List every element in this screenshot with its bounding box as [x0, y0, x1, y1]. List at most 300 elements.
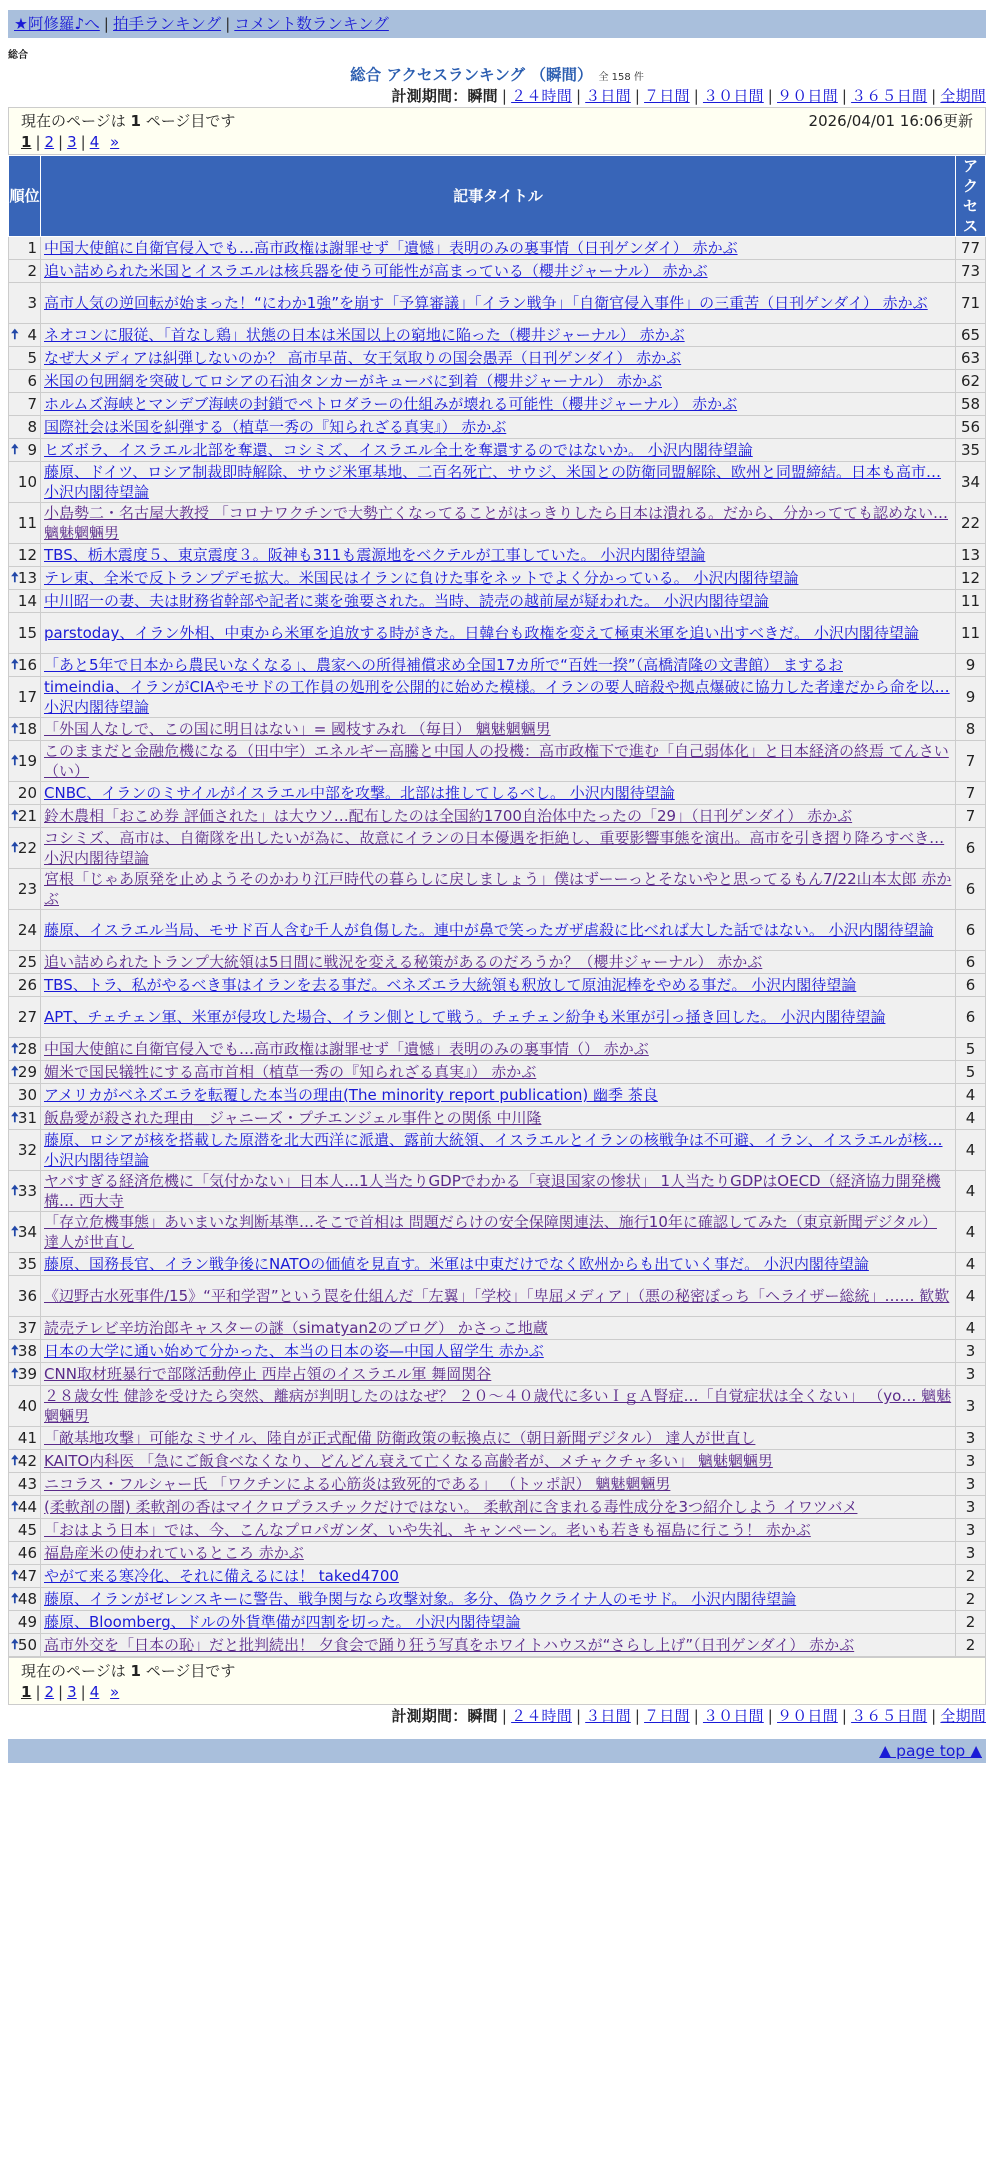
- access-count: 2: [956, 1588, 986, 1611]
- period-link[interactable]: ７日間: [644, 1707, 690, 1725]
- access-count: 4: [956, 1317, 986, 1340]
- rank-cell: [9, 1061, 41, 1084]
- rank-number: 6: [27, 372, 37, 390]
- access-count: 3: [956, 1542, 986, 1565]
- rank-number: 14: [17, 592, 37, 610]
- rank-up-arrow-icon: 🠅: [11, 1591, 19, 1607]
- table-row: [9, 462, 986, 503]
- article-title-link[interactable]: 藤原、ロシアが核を搭載した原潜を北大西洋に派遣、露前大統領、イスラエルとイランの核戦争は不可避、イラン、イスラエルが核… 小沢内閣待望論: [44, 1131, 943, 1169]
- rank-cell: [9, 1084, 41, 1107]
- access-count: 2: [956, 1634, 986, 1657]
- table-row: [9, 347, 986, 370]
- comment-ranking-link[interactable]: コメント数ランキング: [234, 15, 389, 33]
- article-title-link[interactable]: テレ東、全米で反トランプデモ拡大。米国民はイランに負けた事をネットでよく分かっている。 小沢内閣待望論: [44, 569, 799, 587]
- period-link[interactable]: ３日間: [585, 87, 631, 105]
- access-count: 3: [956, 1450, 986, 1473]
- article-title-link[interactable]: CNN取材班暴行で部隊活動停止 西岸占領のイスラエル軍 舞岡関谷: [44, 1365, 492, 1383]
- rank-cell: [9, 1212, 41, 1253]
- table-row: [9, 741, 986, 782]
- table-row: [9, 1038, 986, 1061]
- rank-number: 18: [17, 720, 37, 738]
- rank-cell: [9, 1340, 41, 1363]
- access-count: 12: [956, 567, 986, 590]
- title-cell: [41, 1276, 956, 1317]
- rank-number: 40: [17, 1397, 37, 1415]
- table-row: [9, 1496, 986, 1519]
- table-row: [9, 567, 986, 590]
- article-title-link[interactable]: 宮根「じゃあ原発を止めようそのかわり江戸時代の暮らしに戻しましょう」僕はずーーっとそないやと思ってるもん7/22山本太郎 赤かぶ: [44, 870, 952, 908]
- category-label: 総合: [8, 50, 28, 61]
- period-selector-top: 計測期間：瞬間 | ２４時間 | ３日間 | ７日間 | ３０日間 | ９０日間 | ３６５日間 | 全期間: [391, 87, 986, 105]
- period-label: 計測期間：: [391, 87, 468, 105]
- access-count: 4: [956, 1171, 986, 1212]
- rank-number: 48: [17, 1590, 37, 1608]
- page-info-top: [8, 107, 986, 155]
- rank-up-arrow-icon: 🠅: [11, 1637, 19, 1653]
- article-title-link[interactable]: 中川昭一の妻、夫は財務省幹部や記者に薬を強要された。当時、読売の越前屋が疑われた。 小沢内閣待望論: [44, 592, 769, 610]
- table-row: [9, 1565, 986, 1588]
- title-cell: [41, 283, 956, 324]
- access-count: 9: [956, 654, 986, 677]
- article-title-link[interactable]: アメリカがベネズエラを転覆した本当の理由(The minority report publication) 幽季 茶良: [44, 1086, 658, 1104]
- rank-cell: [9, 1107, 41, 1130]
- article-title-link[interactable]: 小島勢二・名古屋大教授 「コロナワクチンで大勢亡くなってることがはっきりしたら日本は潰れる。だから、分かってても認めない… 魑魅魍魎男: [44, 504, 949, 542]
- rank-cell: [9, 1038, 41, 1061]
- access-count: 6: [956, 910, 986, 951]
- title-cell: [41, 1496, 956, 1519]
- rank-cell: [9, 805, 41, 828]
- title-cell: [41, 1107, 956, 1130]
- rank-cell: [9, 1386, 41, 1427]
- pager-next-link[interactable]: »: [110, 1683, 120, 1701]
- title-cell: [41, 1611, 956, 1634]
- rank-cell: [9, 503, 41, 544]
- rank-number: 13: [17, 569, 37, 587]
- table-row: [9, 910, 986, 951]
- article-title-link[interactable]: 「あと5年で日本から農民いなくなる」、農家への所得補償求め全国17カ所で“百姓一揆”（高橋清隆の文書館） まするお: [44, 656, 843, 674]
- period-link[interactable]: ９０日間: [777, 87, 838, 105]
- rank-number: 29: [17, 1063, 37, 1081]
- rank-number: 32: [17, 1141, 37, 1159]
- article-title-link[interactable]: 中国大使館に自衛官侵入でも…高市政権は謝罪せず「遺憾」表明のみの裏事情（日刊ゲンダイ） 赤かぶ: [44, 239, 738, 257]
- rank-number: 36: [17, 1287, 37, 1305]
- title-cell: [41, 347, 956, 370]
- rank-number: 39: [17, 1365, 37, 1383]
- access-count: 6: [956, 997, 986, 1038]
- rank-number: 46: [17, 1544, 37, 1562]
- rank-number: 45: [17, 1521, 37, 1539]
- title-cell: [41, 503, 956, 544]
- article-title-link[interactable]: ２８歳女性 健診を受けたら突然、離病が判明したのはなぜ？ ２０～４０歳代に多いＩｇＡ腎症…「自覚症状は全くない」 （yo… 魑魅魍魎男: [44, 1387, 952, 1425]
- period-link[interactable]: ３０日間: [702, 87, 764, 105]
- title-cell: [41, 718, 956, 741]
- period-link[interactable]: ３６５日間: [851, 1707, 928, 1725]
- title-cell: [41, 741, 956, 782]
- article-title-link[interactable]: やがて来る寒冷化、それに備えるには！ taked4700: [44, 1567, 399, 1585]
- rank-number: 1: [27, 239, 37, 257]
- rank-number: 41: [17, 1429, 37, 1447]
- title-cell: [41, 237, 956, 260]
- title-cell: [41, 1038, 956, 1061]
- article-title-link[interactable]: 鈴木農相「おこめ券 評価された」は大ウソ…配布したのは全国約1700自治体中たったの「29」（日刊ゲンダイ） 赤かぶ: [44, 807, 853, 825]
- page-top-bar: [8, 1739, 986, 1763]
- clap-ranking-link[interactable]: 拍手ランキング: [113, 15, 222, 33]
- rank-number: 7: [27, 395, 37, 413]
- access-count: 7: [956, 741, 986, 782]
- title-cell: [41, 1386, 956, 1427]
- access-count: 6: [956, 974, 986, 997]
- access-count: 9: [956, 677, 986, 718]
- table-row: [9, 544, 986, 567]
- pager-page-link[interactable]: 2: [44, 133, 55, 151]
- total-count: 全 158 件: [598, 72, 644, 83]
- title-cell: [41, 654, 956, 677]
- title-cell: [41, 782, 956, 805]
- title-cell: [41, 1519, 956, 1542]
- rank-cell: [9, 1450, 41, 1473]
- pager-bottom: 1 | 2 | 3 | 4 »: [21, 1683, 120, 1701]
- article-title-link[interactable]: コシミズ、高市は、自衛隊を出したいが為に、故意にイランの日本優遇を拒絶し、重要影響事態を演出。高市を引き摺り降ろすべき… 小沢内閣待望論: [44, 829, 945, 867]
- access-count: 62: [956, 370, 986, 393]
- table-row: [9, 1340, 986, 1363]
- title-cell: [41, 1061, 956, 1084]
- rank-number: 21: [17, 807, 37, 825]
- rank-number: 10: [17, 473, 37, 491]
- rank-number: 2: [27, 262, 37, 280]
- access-count: 2: [956, 1565, 986, 1588]
- page-title: [8, 63, 986, 85]
- rank-number: 17: [17, 688, 37, 706]
- rank-number: 16: [17, 656, 37, 674]
- table-row: [9, 1212, 986, 1253]
- title-cell: [41, 1427, 956, 1450]
- rank-cell: [9, 324, 41, 347]
- rank-number: 11: [17, 514, 37, 532]
- table-row: [9, 1130, 986, 1171]
- article-title-link[interactable]: 媚米で国民犠牲にする高市首相（植草一秀の『知られざる真実』） 赤かぶ: [44, 1063, 537, 1081]
- page-info-bottom: [8, 1657, 986, 1705]
- title-cell: [41, 544, 956, 567]
- table-row: [9, 1171, 986, 1212]
- period-label: 計測期間：: [391, 1707, 468, 1725]
- pager-page-link[interactable]: 2: [44, 1683, 55, 1701]
- table-row: [9, 828, 986, 869]
- rank-cell: [9, 1565, 41, 1588]
- rank-cell: [9, 1588, 41, 1611]
- article-title-link[interactable]: 藤原、イスラエル当局、モサド百人含む千人が負傷した。連中が鼻で笑ったガザ虐殺に比べれば大した話ではない。 小沢内閣待望論: [44, 921, 934, 939]
- table-row: [9, 997, 986, 1038]
- access-count: 3: [956, 1473, 986, 1496]
- article-title-link[interactable]: 藤原、ドイツ、ロシア制裁即時解除、サウジ米軍基地、二百名死亡、サウジ、米国との防衛同盟解除、欧州と同盟締結。日本も高市… 小沢内閣待望論: [44, 463, 942, 501]
- article-title-link[interactable]: このままだと金融危機になる（田中宇）エネルギー高騰と中国人の投機：高市政権下で進む「自己弱体化」と日本経済の終焉 てんさい（い）: [44, 742, 949, 780]
- title-cell: [41, 567, 956, 590]
- period-current: 瞬間: [467, 1707, 498, 1725]
- article-title-link[interactable]: 中国大使館に自衛官侵入でも…高市政権は謝罪せず「遺憾」表明のみの裏事情（） 赤かぶ: [44, 1040, 649, 1058]
- rank-number: 20: [17, 784, 37, 802]
- rank-cell: [9, 741, 41, 782]
- access-count: 5: [956, 1061, 986, 1084]
- title-cell: [41, 1130, 956, 1171]
- table-row: [9, 503, 986, 544]
- article-title-link[interactable]: 追い詰められたトランプ大統領は5日間に戦況を変える秘策があるのだろうか？（櫻井ジャーナル） 赤かぶ: [44, 953, 763, 971]
- table-row: [9, 439, 986, 462]
- rank-cell: [9, 590, 41, 613]
- title-cell: [41, 1171, 956, 1212]
- table-row: [9, 1084, 986, 1107]
- table-row: [9, 1107, 986, 1130]
- access-count: 35: [956, 439, 986, 462]
- article-title-link[interactable]: CNBC、イランのミサイルがイスラエル中部を攻撃。北部は推してしるべし。 小沢内閣待望論: [44, 784, 675, 802]
- title-cell: [41, 805, 956, 828]
- table-row: [9, 370, 986, 393]
- period-link[interactable]: 全期間: [940, 1707, 986, 1725]
- rank-number: 34: [17, 1223, 37, 1241]
- article-title-link[interactable]: ニコラス・フルシャー氏 「ワクチンによる心筋炎は致死的である」 （トッポ訳） 魑魅魍魎男: [44, 1475, 671, 1493]
- top-nav: ★阿修羅♪へ | 拍手ランキング | コメント数ランキング: [8, 10, 986, 38]
- access-count: 2: [956, 1611, 986, 1634]
- rank-up-arrow-icon: 🠅: [11, 1568, 19, 1584]
- article-title-link[interactable]: 「敵基地攻撃」可能なミサイル、陸自が正式配備 防衛政策の転換点に（朝日新聞デジタル） 達人が世直し: [44, 1429, 756, 1447]
- table-row: [9, 677, 986, 718]
- rank-up-arrow-icon: 🠅: [11, 327, 19, 343]
- access-count: 3: [956, 1496, 986, 1519]
- rank-cell: [9, 782, 41, 805]
- home-link[interactable]: ★阿修羅♪へ: [14, 15, 100, 33]
- article-title-link[interactable]: TBS、トラ、私がやるべき事はイランを去る事だ。ベネズエラ大統領も釈放して原油泥棒をやめる事だ。 小沢内閣待望論: [44, 976, 857, 994]
- article-title-link[interactable]: 追い詰められた米国とイスラエルは核兵器を使う可能性が高まっている（櫻井ジャーナル） 赤かぶ: [44, 262, 708, 280]
- rank-up-arrow-icon: 🠅: [11, 1343, 19, 1359]
- period-link[interactable]: ３６５日間: [851, 87, 928, 105]
- rank-number: 23: [17, 880, 37, 898]
- title-cell: [41, 613, 956, 654]
- rank-number: 5: [27, 349, 37, 367]
- article-title-link[interactable]: ヒズボラ、イスラエル北部を奪還、コシミズ、イスラエル全土を奪還するのではないか。 小沢内閣待望論: [44, 441, 753, 459]
- access-count: 6: [956, 951, 986, 974]
- ranking-table: [8, 155, 986, 1657]
- access-count: 3: [956, 1519, 986, 1542]
- rank-number: 37: [17, 1319, 37, 1337]
- rank-header: 順位: [9, 156, 41, 237]
- access-count: 71: [956, 283, 986, 324]
- rank-cell: [9, 910, 41, 951]
- article-title-link[interactable]: 日本の大学に通い始めて分かった、本当の日本の姿—中国人留学生 赤かぶ: [44, 1342, 544, 1360]
- rank-number: 42: [17, 1452, 37, 1470]
- current-page-text-bottom: 現在のページは 1 ページ目です: [21, 1662, 236, 1680]
- article-title-link[interactable]: 「外国人なしで、この国に明日はない」= 國枝すみれ （毎日） 魑魅魍魎男: [44, 720, 551, 738]
- article-title-link[interactable]: 藤原、Bloomberg、ドルの外貨準備が四割を切った。 小沢内閣待望論: [44, 1613, 521, 1631]
- table-row: [9, 951, 986, 974]
- rank-cell: [9, 370, 41, 393]
- pager-top: 1 | 2 | 3 | 4 »: [21, 133, 120, 151]
- rank-up-arrow-icon: 🠅: [11, 1110, 19, 1126]
- rank-up-arrow-icon: 🠅: [11, 657, 19, 673]
- rank-cell: [9, 1542, 41, 1565]
- rank-cell: [9, 974, 41, 997]
- access-count: 7: [956, 805, 986, 828]
- period-link[interactable]: ７日間: [644, 87, 690, 105]
- rank-cell: [9, 439, 41, 462]
- rank-cell: [9, 237, 41, 260]
- period-link[interactable]: ２４時間: [511, 87, 572, 105]
- rank-cell: [9, 1363, 41, 1386]
- access-count: 11: [956, 613, 986, 654]
- access-count: 7: [956, 782, 986, 805]
- rank-cell: [9, 283, 41, 324]
- article-title-link[interactable]: KAITO内科医 「急にご飯食べなくなり、どんどん衰えて亡くなる高齢者が、メチャクチャ多い」 魑魅魍魎男: [44, 1452, 773, 1470]
- article-title-link[interactable]: 福島産米の使われているところ 赤かぶ: [44, 1544, 304, 1562]
- rank-cell: [9, 1473, 41, 1496]
- access-count: 56: [956, 416, 986, 439]
- title-cell: [41, 677, 956, 718]
- article-title-link[interactable]: 「存立危機事態」あいまいな判断基準…そこで首相は 問題だらけの安全保障関連法、施行10年に確認してみた（東京新聞デジタル） 達人が世直し: [44, 1213, 937, 1251]
- rank-number: 15: [17, 624, 37, 642]
- rank-cell: [9, 1519, 41, 1542]
- access-count: 4: [956, 1253, 986, 1276]
- rank-up-arrow-icon: 🠅: [11, 1499, 19, 1515]
- table-row: [9, 1634, 986, 1657]
- article-title-link[interactable]: なぜ大メディアは糾弾しないのか？ 高市早苗、女王気取りの国会愚弄（日刊ゲンダイ） 赤かぶ: [44, 349, 682, 367]
- table-row: [9, 782, 986, 805]
- rank-cell: [9, 1427, 41, 1450]
- rank-cell: [9, 1496, 41, 1519]
- rank-number: 12: [17, 546, 37, 564]
- rank-up-arrow-icon: 🠅: [11, 1224, 19, 1240]
- rank-up-arrow-icon: 🠅: [11, 570, 19, 586]
- rank-number: 4: [27, 326, 37, 344]
- pager-page-link[interactable]: 4: [89, 133, 100, 151]
- rank-number: 26: [17, 976, 37, 994]
- rank-up-arrow-icon: 🠅: [11, 808, 19, 824]
- access-count: 4: [956, 1130, 986, 1171]
- rank-up-arrow-icon: 🠅: [11, 1183, 19, 1199]
- rank-up-arrow-icon: 🠅: [11, 1366, 19, 1382]
- article-title-link[interactable]: parstoday、イラン外相、中東から米軍を追放する時がきた。日韓台も政権を変えて極東米軍を追い出すべきだ。 小沢内閣待望論: [44, 624, 919, 642]
- article-title-link[interactable]: timeindia、イランがCIAやモサドの工作員の処刑を公開的に始めた模様。イランの要人暗殺や拠点爆破に協力した者達だから命を以… 小沢内閣待望論: [44, 678, 950, 716]
- rank-number: 22: [17, 839, 37, 857]
- article-title-link[interactable]: ヤバすぎる経済危機に「気付かない」日本人…1人当たりGDPでわかる「衰退国家の惨状」 1人当たりGDPはOECD（経済協力開発機構… 西大寺: [44, 1172, 941, 1210]
- table-row: [9, 237, 986, 260]
- access-count: 77: [956, 237, 986, 260]
- table-row: [9, 1611, 986, 1634]
- pager-page-link[interactable]: 4: [89, 1683, 100, 1701]
- period-current: 瞬間: [467, 87, 498, 105]
- access-count: 4: [956, 1212, 986, 1253]
- period-link[interactable]: ９０日間: [777, 1707, 838, 1725]
- rank-number: 50: [17, 1636, 37, 1654]
- table-row: [9, 260, 986, 283]
- period-link[interactable]: 全期間: [940, 87, 986, 105]
- article-title-link[interactable]: (柔軟剤の闇) 柔軟剤の香はマイクロプラスチックだけではない。 柔軟剤に含まれる毒性成分を3つ紹介しよう イワツバメ: [44, 1498, 858, 1516]
- table-row: [9, 393, 986, 416]
- title-cell: [41, 393, 956, 416]
- pager-page-link[interactable]: 3: [67, 1683, 77, 1701]
- table-row: [9, 1363, 986, 1386]
- access-count: 3: [956, 1427, 986, 1450]
- title-header: 記事タイトル: [41, 156, 956, 237]
- article-title-link[interactable]: ホルムズ海峡とマンデブ海峡の封鎖でペトロダラーの仕組みが壊れる可能性（櫻井ジャーナル） 赤かぶ: [44, 395, 738, 413]
- updated-timestamp: 2026/04/01 16:06更新: [808, 112, 973, 130]
- title-cell: [41, 1473, 956, 1496]
- article-title-link[interactable]: 《辺野古水死事件/15》“平和学習”という罠を仕組んだ「左翼」「学校」「卑屈メディア」（悪の秘密ぼっち「ヘライザー総統」…… 歓歎: [44, 1287, 950, 1305]
- rank-number: 43: [17, 1475, 37, 1493]
- article-title-link[interactable]: ネオコンに服従、「首なし鶏」状態の日本は米国以上の窮地に陥った（櫻井ジャーナル） 赤かぶ: [44, 326, 685, 344]
- table-row: [9, 1519, 986, 1542]
- article-title-link[interactable]: 藤原、イランがゼレンスキーに警告、戦争関与なら攻撃対象。多分、偽ウクライナ人のモサド。 小沢内閣待望論: [44, 1590, 797, 1608]
- article-title-link[interactable]: 藤原、国務長官、イラン戦争後にNATOの価値を見直す。米軍は中東だけでなく欧州からも出ていく事だ。 小沢内閣待望論: [44, 1255, 869, 1273]
- title-cell: [41, 1212, 956, 1253]
- rank-number: 31: [17, 1109, 37, 1127]
- article-title-link[interactable]: 国際社会は米国を糾弾する（植草一秀の『知られざる真実』） 赤かぶ: [44, 418, 507, 436]
- pager-next-link[interactable]: »: [110, 133, 120, 151]
- access-count: 65: [956, 324, 986, 347]
- period-link[interactable]: ３０日間: [702, 1707, 764, 1725]
- access-header: アクセス: [956, 156, 986, 237]
- rank-cell: [9, 1317, 41, 1340]
- period-link[interactable]: ２４時間: [511, 1707, 572, 1725]
- table-row: [9, 1253, 986, 1276]
- table-row: [9, 1276, 986, 1317]
- title-cell: [41, 1634, 956, 1657]
- title-cell: [41, 951, 956, 974]
- article-title-link[interactable]: 「おはよう日本」では、今、こんなプロパガンダ、いや失礼、キャンペーン。老いも若きも福島に行こう！ 赤かぶ: [44, 1521, 811, 1539]
- title-cell: [41, 1542, 956, 1565]
- rank-cell: [9, 718, 41, 741]
- access-count: 58: [956, 393, 986, 416]
- rank-number: 47: [17, 1567, 37, 1585]
- article-title-link[interactable]: 飯島愛が殺された理由＿ジャニーズ・プチエンジェル事件との関係 中川隆: [44, 1109, 542, 1127]
- title-cell: [41, 439, 956, 462]
- rank-number: 19: [17, 752, 37, 770]
- rank-cell: [9, 1253, 41, 1276]
- table-row: [9, 805, 986, 828]
- rank-up-arrow-icon: 🠅: [11, 840, 19, 856]
- article-title-link[interactable]: 高市人気の逆回転が始まった！“にわか1強”を崩す「予算審議」「イラン戦争」「自衛官侵入事件」の三重苦（日刊ゲンダイ） 赤かぶ: [44, 294, 928, 312]
- article-title-link[interactable]: 高市外交を「日本の恥」だと批判続出！ 夕食会で踊り狂う写真をホワイトハウスが“さらし上げ”（日刊ゲンダイ） 赤かぶ: [44, 1636, 855, 1654]
- rank-cell: [9, 613, 41, 654]
- article-title-link[interactable]: 米国の包囲網を突破してロシアの石油タンカーがキューバに到着（櫻井ジャーナル） 赤かぶ: [44, 372, 662, 390]
- title-cell: [41, 869, 956, 910]
- access-count: 6: [956, 869, 986, 910]
- rank-up-arrow-icon: 🠅: [11, 1041, 19, 1057]
- rank-number: 28: [17, 1040, 37, 1058]
- rank-cell: [9, 1634, 41, 1657]
- title-cell: [41, 1317, 956, 1340]
- rank-up-arrow-icon: 🠅: [11, 1453, 19, 1469]
- rank-cell: [9, 951, 41, 974]
- pager-page-link[interactable]: 3: [67, 133, 77, 151]
- access-count: 3: [956, 1340, 986, 1363]
- article-title-link[interactable]: TBS、栃木震度５、東京震度３。阪神も311も震源地をベクテルが工事していた。 小沢内閣待望論: [44, 546, 706, 564]
- page-top-link[interactable]: ▲ page top ▲: [879, 1742, 982, 1760]
- table-row: [9, 613, 986, 654]
- article-title-link[interactable]: 読売テレビ辛坊治郎キャスターの謎（simatyan2のブログ） かさっこ地蔵: [44, 1319, 548, 1337]
- title-cell: [41, 1363, 956, 1386]
- rank-number: 24: [17, 921, 37, 939]
- table-row: [9, 1473, 986, 1496]
- table-row: [9, 1588, 986, 1611]
- rank-number: 25: [17, 953, 37, 971]
- access-count: 6: [956, 828, 986, 869]
- rank-number: 49: [17, 1613, 37, 1631]
- period-link[interactable]: ３日間: [585, 1707, 631, 1725]
- title-cell: [41, 1450, 956, 1473]
- access-count: 4: [956, 1107, 986, 1130]
- article-title-link[interactable]: APT、チェチェン軍、米軍が侵攻した場合、イラン側として戦う。チェチェン紛争も米軍が引っ掻き回した。 小沢内閣待望論: [44, 1008, 886, 1026]
- rank-number: 44: [17, 1498, 37, 1516]
- title-cell: [41, 370, 956, 393]
- title-cell: [41, 416, 956, 439]
- rank-number: 27: [17, 1008, 37, 1026]
